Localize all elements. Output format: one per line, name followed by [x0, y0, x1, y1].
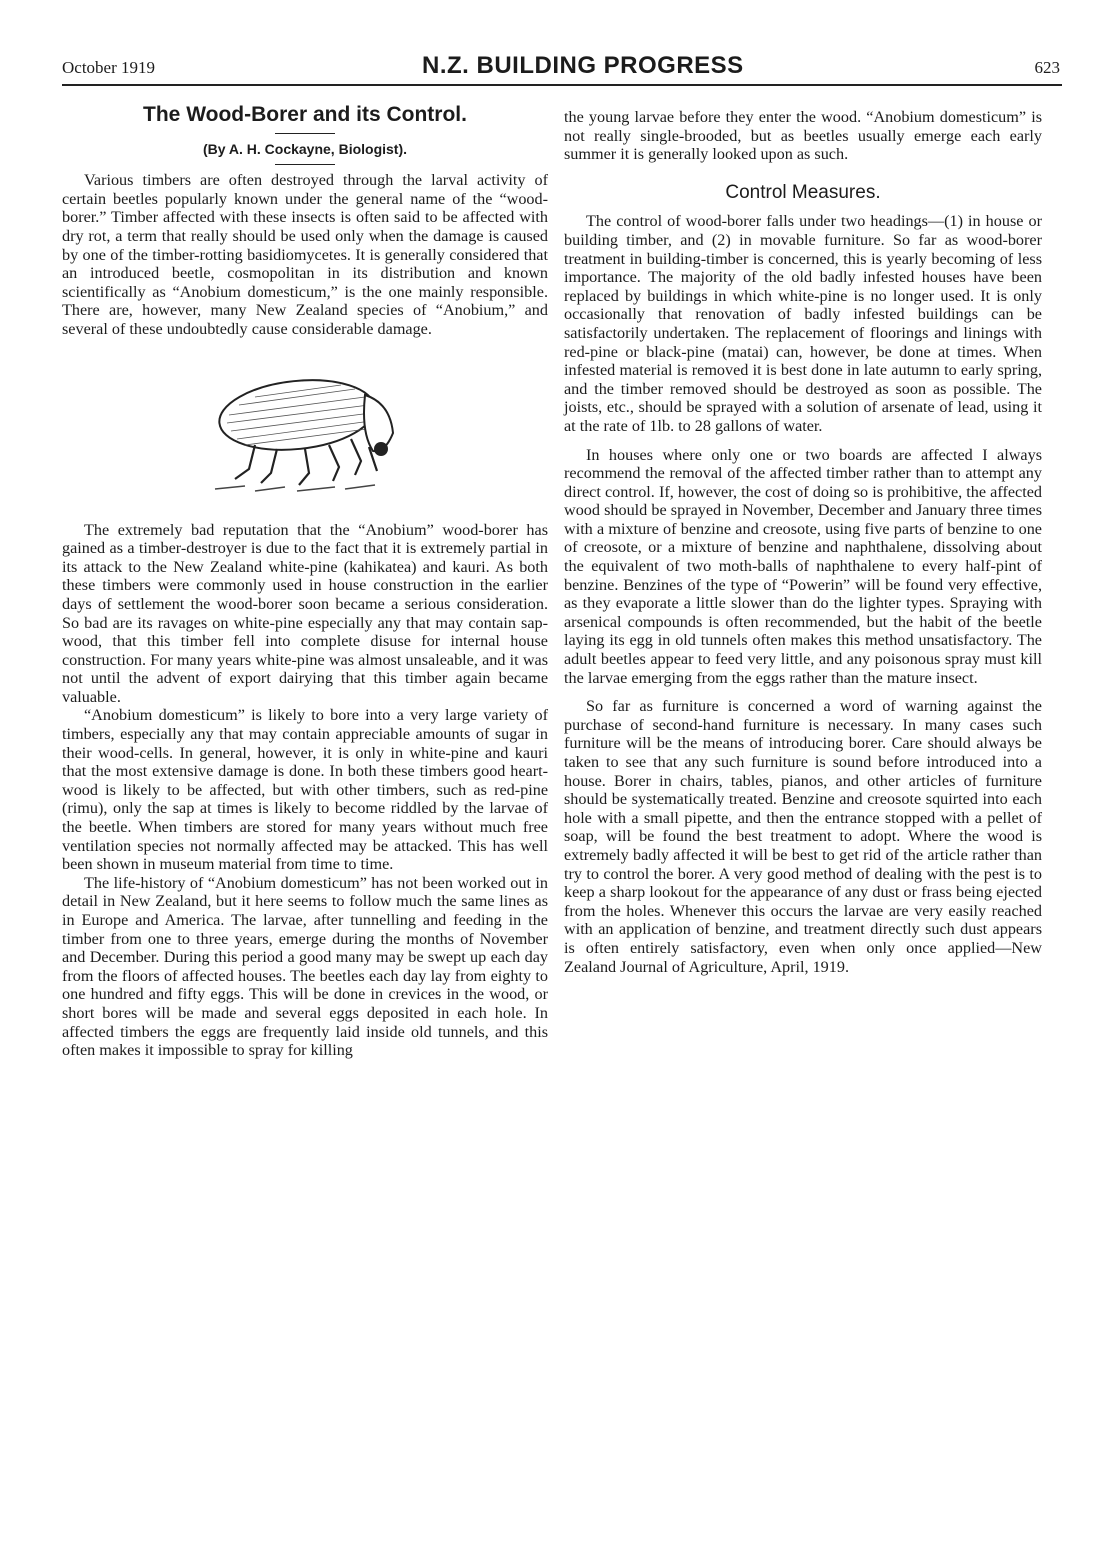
page-number: 623	[1034, 58, 1060, 77]
page-header	[62, 52, 1062, 86]
paragraph: The life-history of “Anobium domesticum” has not been worked out in detail in New Zealand, but it here seems to follow much the same lines as in Europe and America. The larvae, after tunnelling and feeding in the timber from one to three years, emerge during the months of November and December. During this period a good many may be swept up each day from the floors of affected houses. The beetles each day lay from eighty to one hundred and fifty eggs. This will be done in crevices in the wood, or short bores will be made and several eggs deposited in each hole. In affected timbers the eggs are frequently laid inside old tunnels, and this often makes it impossible to spray for killing	[62, 873, 548, 1060]
publication-title: N.Z. BUILDING PROGRESS	[422, 52, 744, 79]
paragraph: “Anobium domesticum” is likely to bore into a very large variety of timbers, especially any that may contain appreciable amounts of sugar in their wood-cells. In general, however, it is only in white-pine and kauri that the most extensive damage is done. In both these timbers good heart-wood is likely to be affected, but with other timbers, such as red-pine (rimu), only the sap at times is likely to become riddled by the larvae of the beetle. When timbers are stored for many years without much free ventilation species not normally affected may be attacked. This has well been shown in museum material from time to time.	[62, 706, 548, 874]
left-column	[62, 103, 548, 1060]
section-heading: Control Measures.	[725, 181, 881, 203]
beetle-illustration	[205, 353, 405, 503]
article-byline: (By A. H. Cockayne, Biologist).	[202, 140, 408, 157]
paragraph: In houses where only one or two boards are affected I always recommend the removal of the affected timber rather than to attempt any direct control. If, however, the cost of doing so is prohibitive, the affected wood should be sprayed in November, December and January three times with a mixture of benzine and creosote, using five parts of benzine to one of creosote, or a mixture of benzine and naphthalene, dissolving about the equivalent of two moth-balls of naphthalene to every half-pint of benzine. Benzines of the type of “Powerin” will be found very effective, as they evaporate a little slower than do the lighter types. Spraying with arsenical compounds is often recommended, but the habit of the beetle laying its egg in old tunnels often makes this method unsatisfactory. The adult beetles appear to feed very little, and any poisonous spray must kill the larvae emerging from the eggs rather than the mature insect.	[564, 445, 1042, 687]
paragraph: The control of wood-borer falls under two headings—(1) in house or building timber, and (2) in movable furniture. So far as wood-borer treatment in building-timber is concerned, this is yearly becoming of less importance. The majority of the old badly infested houses have been replaced by buildings in which white-pine is no longer used. It is only occasionally that renovation of badly infested buildings can be satisfactorily undertaken. The replacement of floorings and linings with red-pine or black-pine (matai) can, however, be done at times. When infested material is removed it is best done in late autumn to early spring, and the timber removed should be destroyed as soon as possible. The joists, etc., should be sprayed with a solution of arsenate of lead, using it at the rate of 1lb. to 28 gallons of water.	[564, 212, 1042, 435]
paragraph: So far as furniture is concerned a word of warning against the purchase of second-hand furniture is necessary. In many cases such furniture will be the means of introducing borer. Care should always be taken to see that any such furniture is sound before introduced into a house. Borer in chairs, tables, pianos, and other articles of furniture should be systematically treated. Benzine and creosote squirted into each hole with a small pipette, and then the entrance stopped with a pellet of soap, will be found the best treatment to adopt. Where the wood is extremely badly affected it will be best to get rid of the article rather than try to control the borer. A very good method of dealing with the pest is to keep a sharp lookout for the appearance of any dust or frass being ejected from the holes. Whenever this occurs the larvae are very easily reached with an application of benzine, and treatment directly such dust appears is often entirely satisfactory, even when only once applied—New Zealand Journal of Agriculture, April, 1919.	[564, 697, 1042, 976]
paragraph: Various timbers are often destroyed through the larval activity of certain beetles popularly known under the general name of the “wood-borer.” Timber affected with these insects is often said to be affected with dry rot, a term that really should be used only when the damage is caused by one of the timber-rotting basidiomycetes. It is generally considered that an introduced beetle, cosmopolitan in its distribution and known scientifically as “Anobium domesticum,” is the one mainly responsible. There are, however, many New Zealand species of “Anobium,” and several of these undoubtedly cause considerable damage.	[62, 171, 548, 338]
article-title: The Wood-Borer and its Control.	[143, 103, 467, 126]
byline-rule	[275, 164, 335, 165]
paragraph-continuation: the young larvae before they enter the wood. “Anobium domesticum” is not really single-brooded, but as beetles usually emerge each early summer it is generally looked upon as such.	[564, 108, 1042, 164]
issue-date: October 1919	[62, 58, 156, 77]
right-column	[564, 108, 1042, 976]
paragraph: The extremely bad reputation that the “Anobium” wood-borer has gained as a timber-destroyer is due to the fact that it is extremely partial in its attack to the New Zealand white-pine (kahikatea) and kauri. As both these timbers were commonly used in house construction in the earlier days of settlement the wood-borer soon became a serious consideration. So bad are its ravages on white-pine especially any that may contain sap-wood, that this timber fell into complete disuse for internal house construction. For many years white-pine was almost unsaleable, and it was not until the advent of export dairying that this timber again became valuable.	[62, 520, 548, 706]
title-rule	[275, 133, 335, 134]
